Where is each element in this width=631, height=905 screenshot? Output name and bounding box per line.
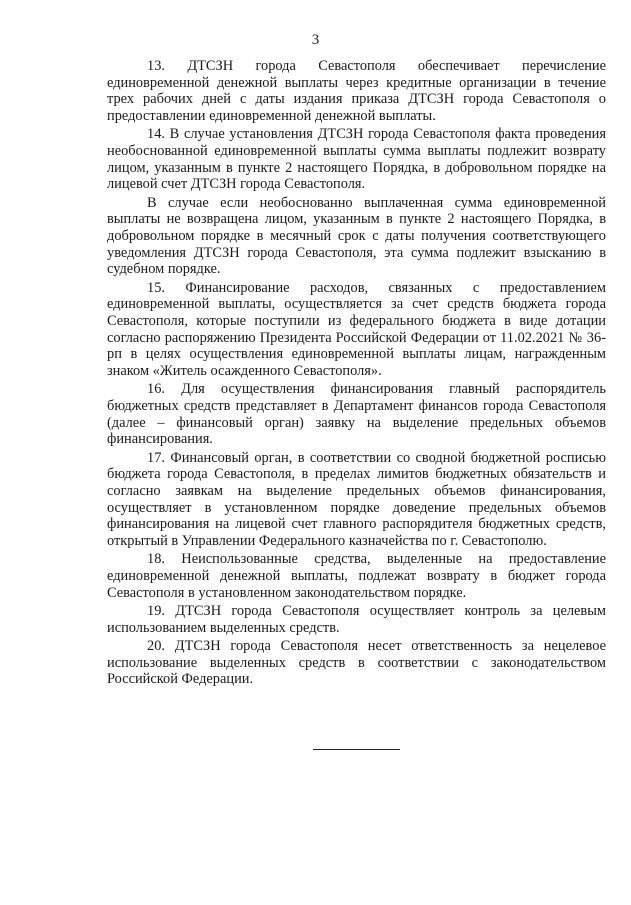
paragraph-13: 13. ДТСЗН города Севастополя обеспечивает перечисление единовременной денежной выплаты через кредитные организации в течение трех рабочих дней с даты издания приказа ДТСЗН города Севастополя о предоставлении единовременной денежной выплаты. — [107, 58, 606, 125]
paragraph-16: 16. Для осуществления финансирования главный распорядитель бюджетных средств представляет в Департамент финансов города Севастополя (далее – финансовый орган) заявку на выделение предельных объемов финансирования. — [107, 381, 606, 448]
paragraph-17: 17. Финансовый орган, в соответствии со сводной бюджетной росписью бюджета города Севастополя, в пределах лимитов бюджетных обязательств и согласно заявкам на выделение предельных объемов финансирования, осуществляет в установленном порядке доведение предельных объемов финансирования на лицевой счет главного распорядителя бюджетных средств, открытый в Управлении Федерального казначейства по г. Севастополю. — [107, 449, 606, 550]
document-body — [107, 58, 606, 688]
paragraph-20: 20. ДТСЗН города Севастополя несет ответственность за нецелевое использование выделенных средств в соответствии с законодательством Российской Федерации. — [107, 637, 606, 688]
paragraph-15: 15. Финансирование расходов, связанных с предоставлением единовременной выплаты, осуществляется за счет средств бюджета города Севастополя, которые поступили из федерального бюджета в виде дотации согласно распоряжению Президента Российской Федерации от 11.02.2021 № 36-рп в целях осуществления единовременной выплаты лицам, награжденным знаком «Житель осажденного Севастополя». — [107, 279, 606, 380]
paragraph-19: 19. ДТСЗН города Севастополя осуществляет контроль за целевым использованием выделенных средств. — [107, 603, 606, 636]
paragraph-14: 14. В случае установления ДТСЗН города Севастополя факта проведения необоснованной единовременной выплаты сумма выплаты подлежит возврату лицом, указанным в пункте 2 настоящего Порядка, в добровольном порядке на лицевой счет ДТСЗН города Севастополя. — [107, 126, 606, 193]
closing-divider — [313, 749, 400, 750]
paragraph-18: 18. Неиспользованные средства, выделенные на предоставление единовременной денежной выплаты, подлежат возврату в бюджет города Севастополя в установленном законодательством порядке. — [107, 551, 606, 601]
page-number: 3 — [311, 32, 320, 48]
paragraph-14-continued: В случае если необоснованно выплаченная сумма единовременной выплаты не возвращена лицом, указанным в пункте 2 настоящего Порядка, в добровольном порядке в месячный срок с даты получения соответствующего уведомления ДТСЗН города Севастополя, эта сумма подлежит взысканию в судебном порядке. — [107, 194, 606, 278]
